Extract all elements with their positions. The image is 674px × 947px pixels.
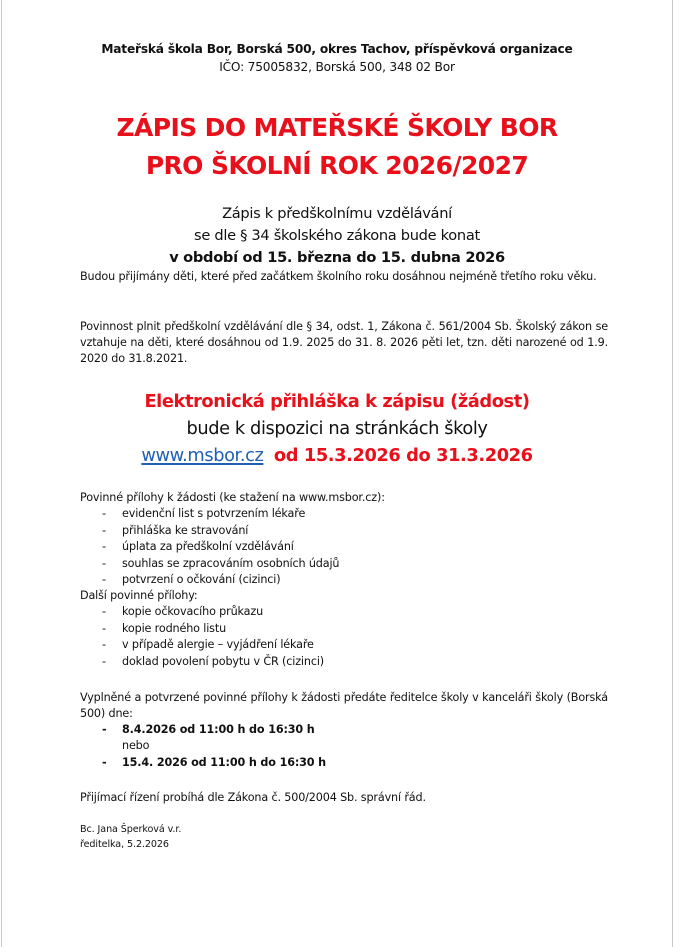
school-website-link[interactable]: www.msbor.cz xyxy=(141,445,264,466)
delivery-slots xyxy=(80,722,608,771)
list-item: - v případě alergie – vyjádření lékaře xyxy=(102,638,314,652)
signature-role-date: ředitelka, 5.2.2026 xyxy=(80,839,169,850)
list-item: - úplata za předškolní vzdělávání xyxy=(102,540,294,554)
page-border-left xyxy=(1,0,2,947)
mandatory-attachments-heading: Povinné přílohy k žádosti (ke stažení na www.msbor.cz): xyxy=(80,491,385,504)
delivery-slot-2: - 15.4. 2026 od 11:00 h do 16:30 h xyxy=(102,755,326,769)
page-border-right xyxy=(672,0,673,947)
other-attachments-section xyxy=(80,588,608,670)
list-item: - kopie rodného listu xyxy=(102,621,227,635)
children-eligibility-paragraph: Budou přijímány děti, které před začátkem školního roku dosáhnou nejméně třetího roku věku. xyxy=(80,270,597,283)
electronic-application-heading: Elektronická přihláška k zápisu (žádost) xyxy=(144,391,530,412)
application-dates: od 15.3.2026 do 31.3.2026 xyxy=(273,445,533,466)
list-item: - potvrzení o očkování (cizinci) xyxy=(102,573,281,587)
list-item: - evidenční list s potvrzením lékaře xyxy=(102,507,306,521)
delivery-or: nebo xyxy=(122,739,150,753)
mandatory-attachments-list xyxy=(80,506,608,588)
mandatory-attachments-section xyxy=(80,490,608,588)
subtitle-line-1: Zápis k předškolnímu vzdělávání xyxy=(222,205,452,222)
header-organization: Mateřská škola Bor, Borská 500, okres Tachov, příspěvková organizace xyxy=(101,42,573,56)
list-item: - přihláška ke stravování xyxy=(102,523,249,537)
list-item: - souhlas se zpracováním osobních údajů xyxy=(102,556,340,570)
signature-name: Bc. Jana Šperková v.r. xyxy=(80,824,182,835)
enrollment-period: v období od 15. března do 15. dubna 2026 xyxy=(169,249,505,266)
page-title-line-1: ZÁPIS DO MATEŘSKÉ ŠKOLY BOR xyxy=(116,113,558,142)
header-identification: IČO: 75005832, Borská 500, 348 02 Bor xyxy=(219,60,455,74)
electronic-application-availability: bude k dispozici na stránkách školy xyxy=(186,418,488,439)
other-attachments-list xyxy=(80,604,608,670)
other-attachments-heading: Další povinné přílohy: xyxy=(80,589,198,602)
compulsory-education-paragraph: Povinnost plnit předškolní vzdělávání dle § 34, odst. 1, Zákona č. 561/2004 Sb. Školský zákon se vztahuje na děti, které dosáhnou od 1.9. 2025 do 31. 8. 2026 pěti let, tzn. děti narozené od 1.9. 2020 do 31.8.2021. xyxy=(80,320,608,365)
page-title-line-2: PRO ŠKOLNÍ ROK 2026/2027 xyxy=(145,151,529,180)
delivery-instructions: Vyplněné a potvrzené povinné přílohy k žádosti předáte ředitelce školy v kanceláři školy (Borská 500) dne: xyxy=(80,691,608,720)
electronic-application-dates-line xyxy=(0,445,674,466)
list-item: - doklad povolení pobytu v ČR (cizinci) xyxy=(102,654,324,668)
admission-procedure-note: Přijímací řízení probíhá dle Zákona č. 500/2004 Sb. správní řád. xyxy=(80,791,426,804)
delivery-slot-1: - 8.4.2026 od 11:00 h do 16:30 h xyxy=(102,723,315,736)
subtitle-line-2: se dle § 34 školského zákona bude konat xyxy=(194,227,480,244)
list-item: - kopie očkovacího průkazu xyxy=(102,605,264,619)
